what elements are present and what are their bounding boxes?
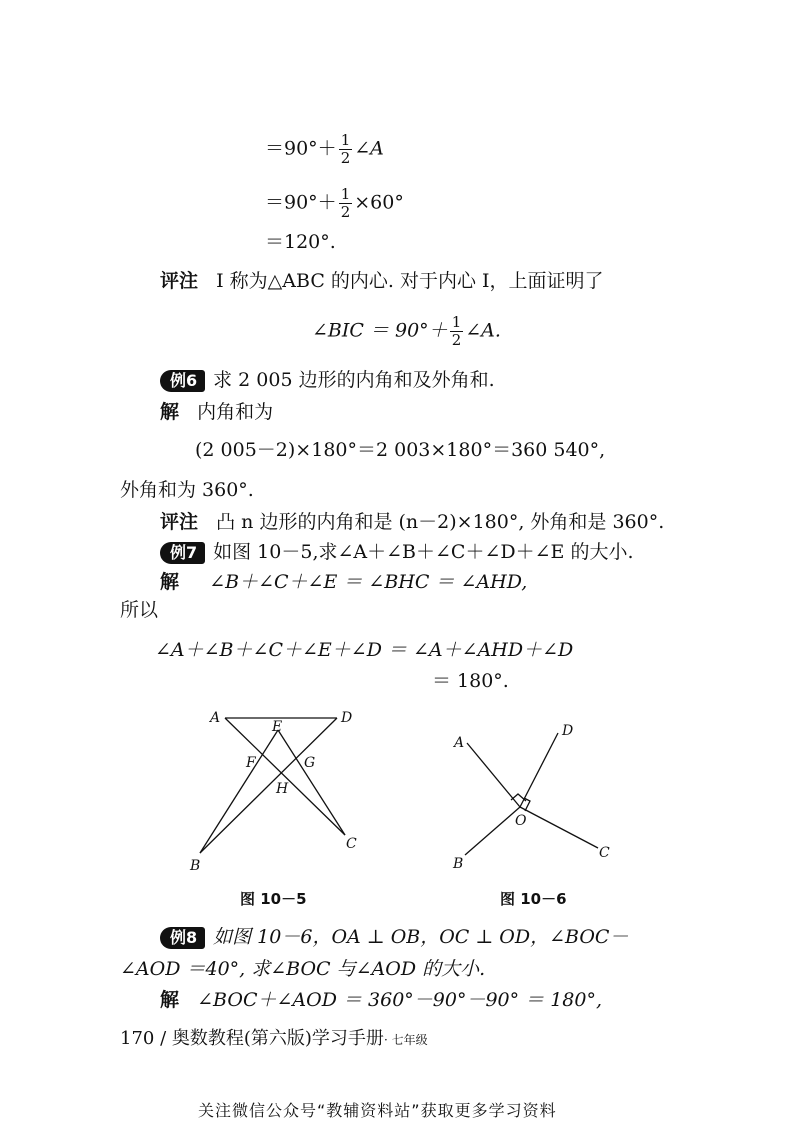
example-8-badge: 例8	[160, 927, 205, 949]
remark-label: 评注	[160, 511, 199, 533]
remark-1-text: I 称为△ABC 的内心. 对于内心 I，上面证明了	[216, 270, 604, 292]
figure-10-5	[180, 705, 380, 880]
example-8-question-1: 如图 10－6，OA ⊥ OB，OC ⊥ OD，∠BOC－	[213, 926, 629, 948]
remark-label: 评注	[160, 270, 199, 292]
frac-num: 1	[451, 313, 462, 331]
calc-line-2-a: ＝90°＋	[265, 191, 337, 214]
ray-OD	[520, 733, 558, 807]
line-AC	[225, 718, 345, 835]
example-7-badge: 例7	[160, 542, 205, 564]
ray-OC	[520, 807, 598, 848]
example-6-formula: (2 005－2)×180°＝2 003×180°＝360 540°,	[195, 439, 606, 461]
solution-label: 解	[160, 401, 180, 423]
calc-line-1-a: ＝90°＋	[265, 137, 337, 160]
page-footer	[120, 1024, 428, 1050]
grade-label: · 七年级	[383, 1033, 428, 1047]
line-DB	[200, 718, 337, 853]
label-H: H	[276, 781, 289, 797]
calc-line-1-b: ∠A	[354, 137, 384, 160]
line-BE	[200, 730, 278, 853]
label-G: G	[304, 755, 316, 771]
remark-1-formula-a: ∠BIC ＝ 90°＋	[312, 319, 448, 342]
example-7-formula-1: ∠A＋∠B＋∠C＋∠E＋∠D ＝ ∠A＋∠AHD＋∠D	[155, 639, 574, 661]
fraction-half	[339, 132, 353, 167]
label-A: A	[454, 735, 465, 751]
calc-line-3: ＝120°.	[265, 231, 336, 253]
fraction-half	[339, 186, 353, 221]
figure-10-5-caption: 图 10－5	[240, 890, 307, 908]
calc-line-2-b: ×60°	[354, 191, 404, 214]
solution-label: 解	[160, 989, 180, 1011]
example-7-question: 如图 10－5,求∠A＋∠B＋∠C＋∠D＋∠E 的大小.	[213, 541, 634, 563]
calc-line-1	[265, 132, 384, 167]
example-6	[160, 368, 495, 392]
frac-den: 2	[340, 203, 351, 221]
example-7	[160, 540, 634, 564]
figure-10-6	[445, 715, 620, 880]
example-8-question-2: ∠AOD ＝40°, 求∠BOC 与∠AOD 的大小.	[120, 958, 486, 980]
book-title: / 奥数教程(第六版)学习手册	[160, 1028, 384, 1049]
example-7-sol-text: ∠B＋∠C＋∠E ＝ ∠BHC ＝ ∠AHD,	[209, 571, 528, 593]
label-O: O	[515, 813, 527, 829]
label-D: D	[562, 723, 574, 739]
example-8	[160, 925, 628, 949]
watermark-text: 关注微信公众号“教辅资料站”获取更多学习资料	[198, 1101, 557, 1120]
example-6-question: 求 2 005 边形的内角和及外角和.	[213, 369, 495, 391]
remark-1-formula-b: ∠A.	[465, 319, 501, 342]
remark-1	[160, 269, 604, 293]
remark-2-text: 凸 n 边形的内角和是 (n－2)×180°, 外角和是 360°.	[216, 511, 665, 533]
calc-line-2	[265, 186, 404, 221]
remark-2	[160, 510, 664, 534]
example-6-badge: 例6	[160, 370, 205, 392]
label-E: E	[272, 719, 283, 735]
label-D: D	[341, 710, 353, 726]
frac-den: 2	[451, 331, 462, 349]
label-C: C	[346, 836, 357, 852]
example-7-formula-2: ＝ 180°.	[432, 670, 509, 692]
example-6-sol-text: 内角和为	[197, 401, 274, 423]
figure-10-6-caption: 图 10－6	[500, 890, 567, 908]
page-number: 170	[120, 1028, 155, 1049]
example-7-solution	[160, 570, 527, 594]
frac-num: 1	[340, 131, 351, 149]
ray-OB	[465, 807, 520, 855]
example-6-solution	[160, 400, 273, 424]
example-8-solution	[160, 988, 602, 1012]
frac-den: 2	[340, 149, 351, 167]
example-7-so: 所以	[120, 599, 159, 621]
fraction-half	[450, 314, 464, 349]
label-B: B	[190, 858, 201, 874]
remark-1-formula	[312, 314, 501, 349]
ray-OA	[467, 743, 520, 807]
example-6-outer: 外角和为 360°.	[120, 479, 254, 501]
label-B: B	[453, 856, 464, 872]
label-A: A	[210, 710, 221, 726]
frac-num: 1	[340, 185, 351, 203]
solution-label: 解	[160, 571, 180, 593]
label-C: C	[599, 845, 610, 861]
label-F: F	[246, 755, 256, 771]
example-8-sol-text: ∠BOC＋∠AOD ＝ 360°－90°－90° ＝ 180°,	[197, 989, 603, 1011]
